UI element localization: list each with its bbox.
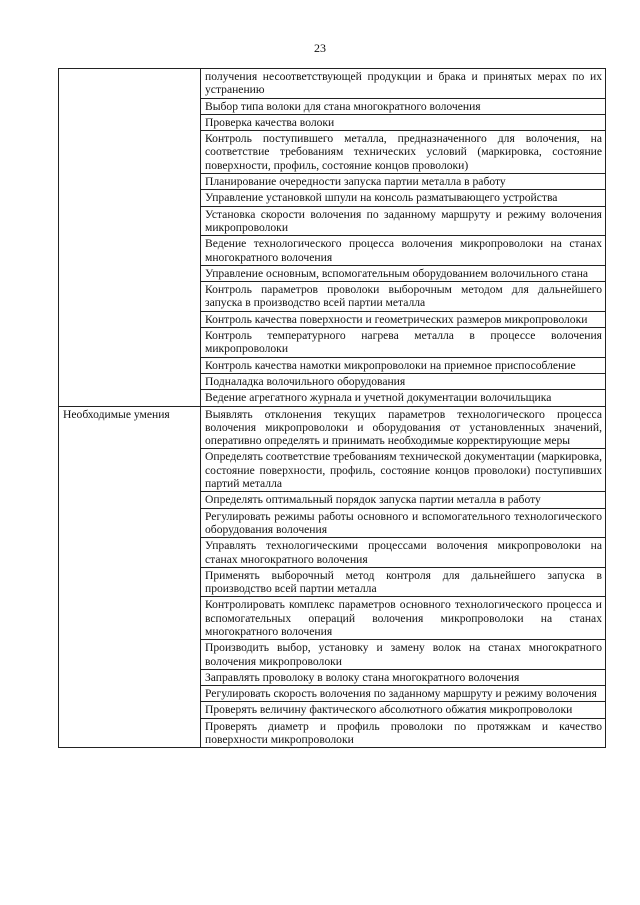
requirement-item: Ведение агрегатного журнала и учетной документации волочильщика: [201, 390, 606, 406]
requirement-item: Управлять технологическими процессами волочения микропроволоки на станах многократного волочения: [201, 538, 606, 568]
requirement-item: Регулировать режимы работы основного и вспомогательного технологического оборудования волочения: [201, 508, 606, 538]
requirement-item: Управление основным, вспомогательным оборудованием волочильного стана: [201, 265, 606, 281]
requirement-item: Определять оптимальный порядок запуска партии металла в работу: [201, 492, 606, 508]
requirement-item: Контроль поступившего металла, предназначенного для волочения, на соответствие требованиям технических условий (маркировка, состояние поверхности, профиль, состояние концов проволоки): [201, 131, 606, 174]
requirement-item: Производить выбор, установку и замену волок на станах многократного волочения микропроволоки: [201, 640, 606, 670]
requirement-item: Планирование очередности запуска партии металла в работу: [201, 174, 606, 190]
requirement-item: Ведение технологического процесса волочения микропроволоки на станах многократного волочения: [201, 236, 606, 266]
requirement-item: Выявлять отклонения текущих параметров технологического процесса волочения микропроволоки и оборудования от установленных значений, оперативно определять и принимать необходимые корректирующие меры: [201, 406, 606, 449]
section-label-cell: [59, 69, 201, 407]
requirement-item: получения несоответствующей продукции и брака и принятых мерах по их устранению: [201, 69, 606, 99]
requirement-item: Заправлять проволоку в волоку стана многократного волочения: [201, 669, 606, 685]
requirement-item: Определять соответствие требованиям технической документации (маркировка, состояние поверхности, профиль, состояние концов проволоки) поступивших партий металла: [201, 449, 606, 492]
requirement-item: Контроль качества поверхности и геометрических размеров микропроволоки: [201, 311, 606, 327]
requirement-item: Контроль качества намотки микропроволоки на приемное приспособление: [201, 357, 606, 373]
requirement-item: Регулировать скорость волочения по заданному маршруту и режиму волочения: [201, 686, 606, 702]
requirement-item: Применять выборочный метод контроля для дальнейшего запуска в производство всей партии металла: [201, 567, 606, 597]
section-label-cell: [59, 406, 201, 748]
requirement-item: Контролировать комплекс параметров основного технологического процесса и вспомогательных операций волочения микропроволоки на станах многократного волочения: [201, 597, 606, 640]
requirement-item: Подналадка волочильного оборудования: [201, 373, 606, 389]
requirement-item: Проверка качества волоки: [201, 114, 606, 130]
page-number: 23: [314, 41, 326, 55]
requirement-item: Проверять величину фактического абсолютного обжатия микропроволоки: [201, 702, 606, 718]
table-row: [59, 69, 606, 99]
section-label: Необходимые умения: [63, 407, 170, 421]
requirement-item: Управление установкой шпули на консоль разматывающего устройства: [201, 190, 606, 206]
requirement-item: Выбор типа волоки для стана многократного волочения: [201, 98, 606, 114]
requirement-item: Проверять диаметр и профиль проволоки по протяжкам и качество поверхности микропроволоки: [201, 718, 606, 748]
requirement-item: Установка скорости волочения по заданному маршруту и режиму волочения микропроволоки: [201, 206, 606, 236]
requirement-item: Контроль температурного нагрева металла в процессе волочения микропроволоки: [201, 328, 606, 358]
requirement-item: Контроль параметров проволоки выборочным методом для дальнейшего запуска в производство всей партии металла: [201, 282, 606, 312]
table-row: [59, 406, 606, 449]
requirements-table: [58, 68, 606, 748]
